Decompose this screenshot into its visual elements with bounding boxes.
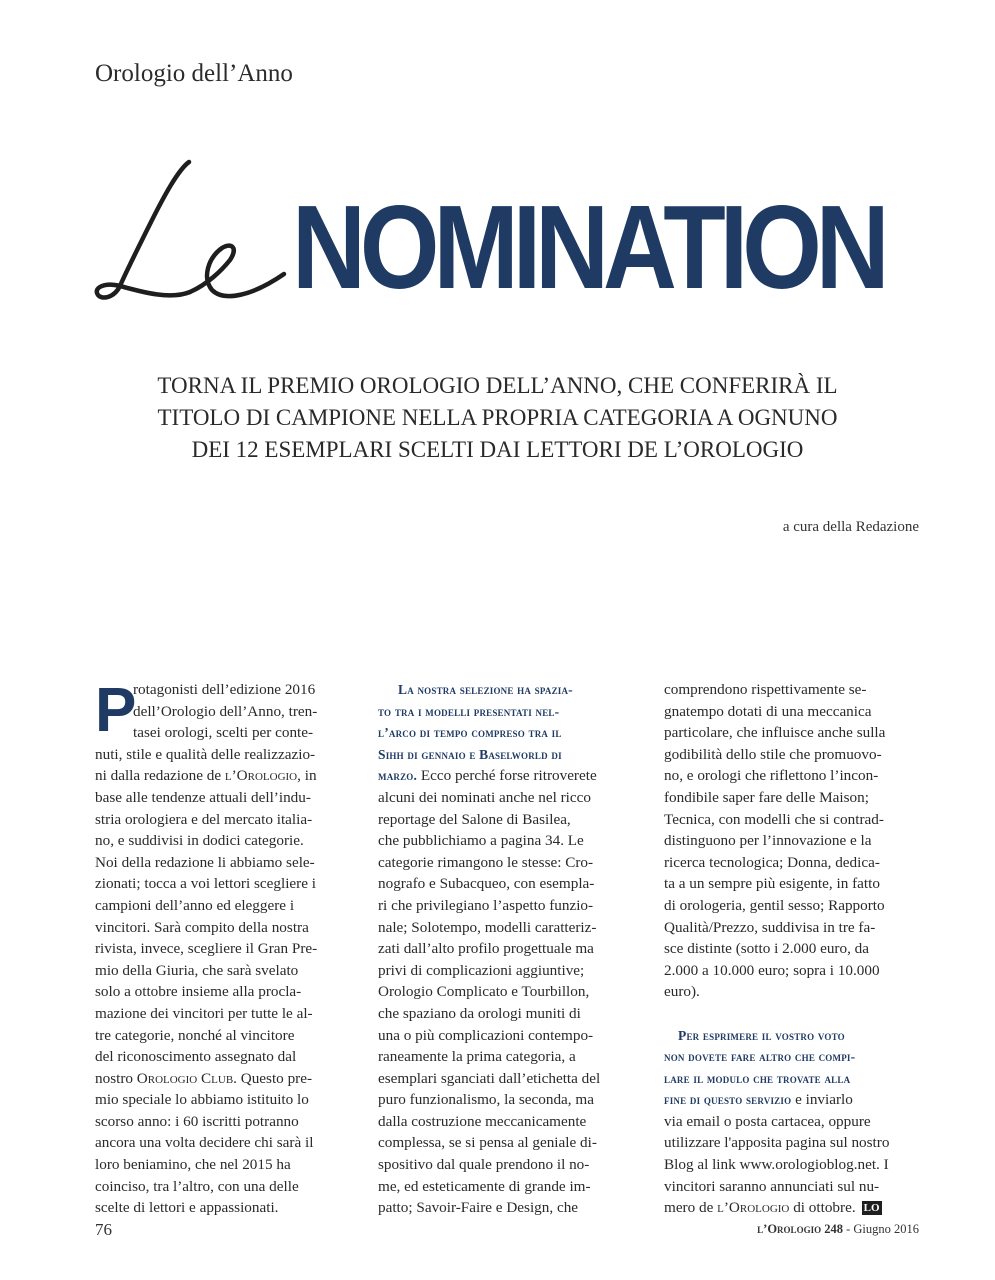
text-line: reportage del Salone di Basilea, bbox=[378, 810, 571, 828]
text-line: sce distinte (sotto i 2.000 euro, da bbox=[664, 940, 869, 958]
svg-text:Le: Le bbox=[92, 150, 94, 151]
body-column-3 bbox=[664, 679, 920, 1219]
subtitle bbox=[60, 370, 935, 466]
subtitle-line: DEI 12 ESEMPLARI SCELTI DAI LETTORI DE L’OROLOGIO bbox=[191, 437, 804, 462]
section-label: Orologio dell’Anno bbox=[95, 60, 293, 87]
text-line: godibilità dello stile che promuovo- bbox=[664, 745, 882, 763]
lead-text: fine di questo servizio bbox=[664, 1092, 792, 1108]
lead-line bbox=[664, 1046, 920, 1068]
text-span: ni dalla redazione de bbox=[95, 767, 225, 785]
text-line: alcuni dei nominati anche nel ricco bbox=[378, 788, 591, 806]
lead-line bbox=[378, 744, 634, 766]
text-line: scorso anno: i 60 iscritti potranno bbox=[95, 1112, 299, 1130]
text-line: Blog al link www.orologioblog.net. I bbox=[664, 1156, 889, 1174]
text-line: mio della Giuria, che sarà svelato bbox=[95, 961, 299, 979]
byline: a cura della Redazione bbox=[782, 519, 919, 535]
lead-line bbox=[378, 722, 634, 744]
text-line: spositivo dal quale prendono il no- bbox=[378, 1156, 590, 1174]
text-line: ricerca tecnologica; Donna, dedica- bbox=[664, 853, 880, 871]
text-line: nale; Solotempo, modelli caratteriz- bbox=[378, 918, 597, 936]
lead-line bbox=[378, 701, 634, 723]
text-line: Noi della redazione li abbiamo sele- bbox=[95, 853, 315, 871]
text-line: stria orologiera e del mercato italia- bbox=[95, 810, 313, 828]
text-line: distinguono per l’innovazione e la bbox=[664, 832, 872, 850]
text-span: mero de bbox=[664, 1199, 718, 1217]
title-script-le bbox=[92, 150, 287, 315]
text-line: di orologeria, gentil sesso; Rapporto bbox=[664, 896, 885, 914]
text-line: me, ed esteticamente di grande im- bbox=[378, 1177, 591, 1195]
text-line: mazione dei vincitori per tutte le al- bbox=[95, 1004, 313, 1022]
text-line: tre categorie, nonché al vincitore bbox=[95, 1026, 295, 1044]
text-line: raneamente la prima categoria, a bbox=[378, 1048, 576, 1066]
text-line: solo a ottobre insieme alla procla- bbox=[95, 983, 302, 1001]
text-line: zionati; tocca a voi lettori scegliere i bbox=[95, 875, 316, 893]
club-name: Orologio Club bbox=[136, 1069, 234, 1087]
text-line: privi di complicazioni aggiuntive; bbox=[378, 961, 585, 979]
text-line: nografo e Subacqueo, con esempla- bbox=[378, 875, 595, 893]
lead-text: Sihh di gennaio e Baselworld di bbox=[378, 746, 562, 762]
lead-text: Per esprimere il vostro voto bbox=[678, 1027, 845, 1043]
text-line: ta a un sempre più esigente, in fatto bbox=[664, 875, 880, 893]
text-line: Qualità/Prezzo, suddivisa in tre fa- bbox=[664, 918, 876, 936]
text-line: patto; Savoir-Faire e Design, che bbox=[378, 1199, 579, 1217]
lead-line bbox=[664, 1068, 920, 1090]
text-span: e inviarlo bbox=[791, 1091, 853, 1109]
text-line: rivista, invece, scegliere il Gran Pre- bbox=[95, 940, 318, 958]
text-line: loro beniamino, che nel 2015 ha bbox=[95, 1156, 291, 1174]
text-line: tasei orologi, scelti per conte- bbox=[133, 724, 314, 742]
text-line: puro funzionalismo, la seconda, ma bbox=[378, 1091, 594, 1109]
footer-magazine: l’Orologio 248 bbox=[757, 1222, 843, 1236]
text-line: Tecnica, con modelli che si contrad- bbox=[664, 810, 884, 828]
text-line: ri che privilegiano l’aspetto funzio- bbox=[378, 896, 594, 914]
text-line: no, e suddivisi in dodici categorie. bbox=[95, 832, 304, 850]
text-span: . Questo pre- bbox=[233, 1069, 313, 1087]
text-line: ancora una volta decidere chi sarà il bbox=[95, 1134, 314, 1152]
lead-text: lare il modulo che trovate alla bbox=[664, 1070, 851, 1086]
text-span: Ecco perché forse ritroverete bbox=[417, 767, 597, 785]
text-line: utilizzare l'apposita pagina sul nostro bbox=[664, 1134, 890, 1152]
text-line: esemplari sganciati dall’etichetta del bbox=[378, 1069, 601, 1087]
text-line: complessa, se si pensa al geniale di- bbox=[378, 1134, 597, 1152]
body-column-1 bbox=[95, 676, 351, 1219]
text-line bbox=[95, 1068, 351, 1090]
text-line: particolare, che influisce anche sulla bbox=[664, 724, 886, 742]
lead-line bbox=[378, 765, 634, 787]
text-line: no, e orologi che riflettono l’incon- bbox=[664, 767, 879, 785]
text-line: dell’Orologio dell’Anno, tren- bbox=[133, 702, 318, 720]
lead-text: l’arco di tempo compreso tra il bbox=[378, 725, 562, 741]
text-line bbox=[664, 1197, 920, 1219]
text-line bbox=[95, 765, 351, 787]
subtitle-line: TORNA IL PREMIO OROLOGIO DELL’ANNO, CHE CONFERIRÀ IL bbox=[157, 373, 838, 398]
end-of-article-mark: LO bbox=[863, 1202, 880, 1215]
text-line: che spaziano da orologi muniti di bbox=[378, 1004, 581, 1022]
text-line: dalla costruzione meccanicamente bbox=[378, 1112, 587, 1130]
text-line: euro). bbox=[664, 983, 700, 1001]
text-line: zati dall’alto profilo progettuale ma bbox=[378, 940, 594, 958]
page-title: NOMINATION bbox=[292, 181, 884, 314]
text-line: coinciso, tra l’altro, con una delle bbox=[95, 1177, 299, 1195]
text-line: nuti, stile e qualità delle realizzazio- bbox=[95, 745, 316, 763]
text-line: scelte di lettori e appassionati. bbox=[95, 1199, 279, 1217]
page-number: 76 bbox=[95, 1220, 112, 1239]
lead-line bbox=[664, 1025, 920, 1047]
spacer bbox=[664, 1003, 920, 1025]
text-line: Orologio Complicato e Tourbillon, bbox=[378, 983, 590, 1001]
text-line: via email o posta cartacea, oppure bbox=[664, 1112, 871, 1130]
body-column-2 bbox=[378, 679, 634, 1219]
text-line: fondibile saper fare delle Maison; bbox=[664, 788, 869, 806]
text-line: vincitori. Sarà compito della nostra bbox=[95, 918, 309, 936]
text-line: del riconoscimento assegnato dal bbox=[95, 1048, 297, 1066]
footer-date: - Giugno 2016 bbox=[842, 1222, 919, 1236]
lead-line bbox=[378, 679, 634, 701]
lead-text: to tra i modelli presentati nel- bbox=[378, 703, 560, 719]
lead-text: non dovete fare altro che compi- bbox=[664, 1049, 856, 1065]
lead-text: La nostra selezione ha spazia- bbox=[398, 682, 573, 697]
text-line: vincitori saranno annunciati sul nu- bbox=[664, 1177, 880, 1195]
lead-text: marzo. bbox=[378, 768, 418, 784]
footer-issue bbox=[757, 1222, 919, 1237]
lead-line bbox=[664, 1089, 920, 1111]
drop-cap: P bbox=[95, 676, 137, 745]
text-line: 2.000 a 10.000 euro; sopra i 10.000 bbox=[664, 961, 880, 979]
magazine-name: l’Orologio bbox=[717, 1199, 790, 1217]
text-line: categorie rimangono le stesse: Cro- bbox=[378, 853, 594, 871]
text-span: di ottobre. bbox=[789, 1199, 856, 1217]
text-line: rotagonisti dell’edizione 2016 bbox=[133, 681, 316, 698]
text-span: nostro bbox=[95, 1069, 137, 1087]
subtitle-line: TITOLO DI CAMPIONE NELLA PROPRIA CATEGORIA A OGNUNO bbox=[157, 405, 838, 430]
text-line: gnatempo dotati di una meccanica bbox=[664, 702, 872, 720]
text-line: che pubblichiamo a pagina 34. Le bbox=[378, 832, 584, 850]
text-span: , in bbox=[297, 767, 317, 785]
magazine-name: l’Orologio bbox=[224, 767, 298, 785]
text-line: campioni dell’anno ed eleggere i bbox=[95, 896, 295, 914]
text-line: comprendono rispettivamente se- bbox=[664, 681, 867, 698]
text-line: base alle tendenze attuali dell’indu- bbox=[95, 788, 311, 806]
text-line: mio speciale lo abbiamo istituito lo bbox=[95, 1091, 309, 1109]
text-line: una o più complicazioni contempo- bbox=[378, 1026, 594, 1044]
